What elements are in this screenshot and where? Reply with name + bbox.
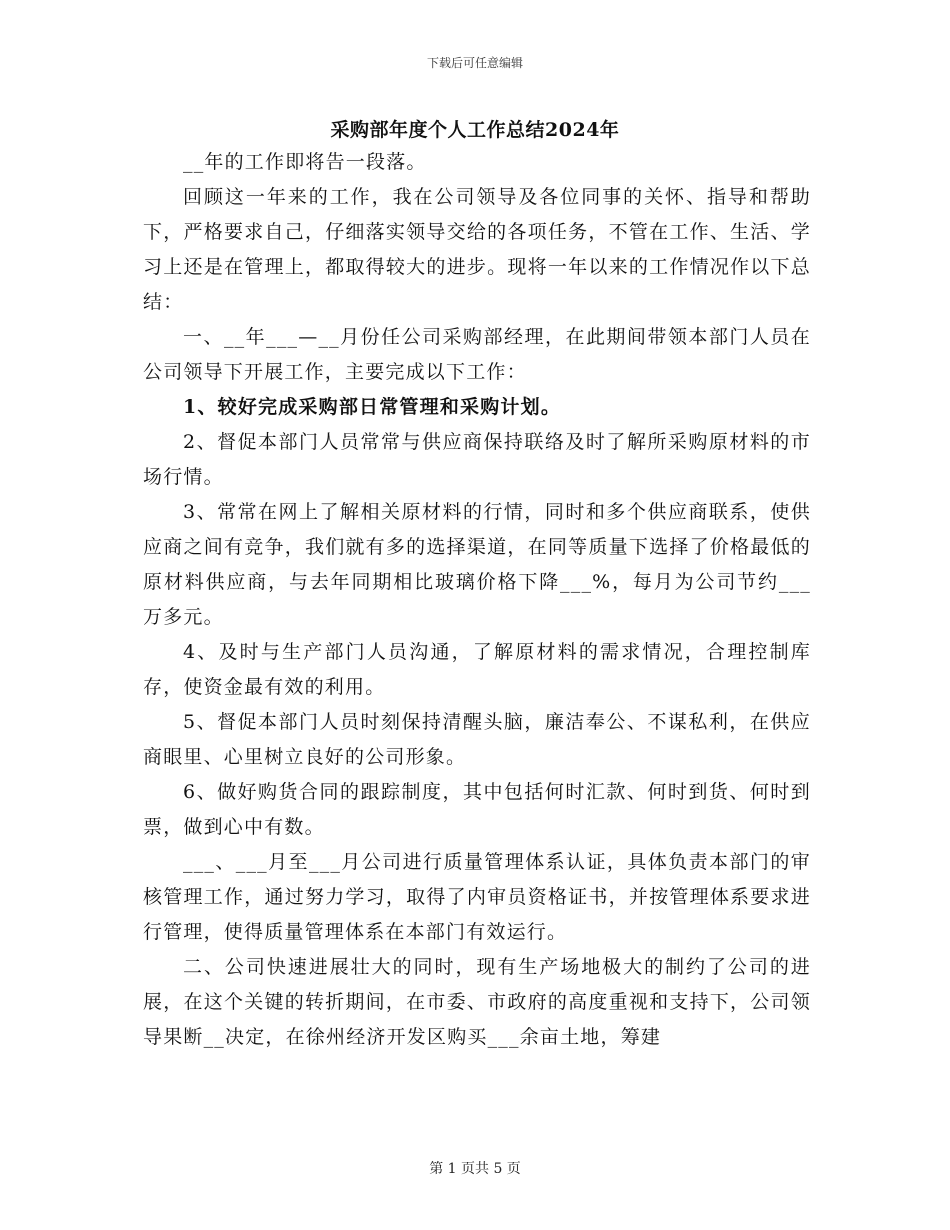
page-number-footer: 第 1 页共 5 页 [429,1161,521,1177]
paragraph-review: 回顾这一年来的工作，我在公司领导及各位同事的关怀、指导和帮助下，严格要求自己，仔细落实领导交给的各项任务，不管在工作、生活、学习上还是在管理上，都取得较大的进步。现将一年以来的工作情况作以下总结： [143,186,811,313]
paragraph-intro: __年的工作即将告一段落。 [183,151,427,173]
document-body [143,145,811,1055]
paragraph-item-5: 5、督促本部门人员时刻保持清醒头脑，廉洁奉公、不谋私利，在供应商眼里、心里树立良好的公司形象。 [143,711,811,768]
paragraph-item-4: 4、及时与生产部门人员沟通，了解原材料的需求情况，合理控制库存，使资金最有效的利用。 [143,641,811,698]
page-header-note: 下载后可任意编辑 [426,56,523,70]
paragraph-item-6: 6、做好购货合同的跟踪制度，其中包括何时汇款、何时到货、何时到票，做到心中有数。 [143,781,811,838]
paragraph-item-2: 2、督促本部门人员常常与供应商保持联络及时了解所采购原材料的市场行情。 [143,431,811,488]
paragraph-item-3: 3、常常在网上了解相关原材料的行情，同时和多个供应商联系，使供应商之间有竞争，我们就有多的选择渠道，在同等质量下选择了价格最低的原材料供应商，与去年同期相比玻璃价格下降___%，每月为公司节约___万多元。 [143,501,811,628]
paragraph-quality-certification: ___、___月至___月公司进行质量管理体系认证，具体负责本部门的审核管理工作，通过努力学习，取得了内审员资格证书，并按管理体系要求进行管理，使得质量管理体系在本部门有效运行。 [143,851,811,943]
paragraph-section-two: 二、公司快速进展壮大的同时，现有生产场地极大的制约了公司的进展，在这个关键的转折期间，在市委、市政府的高度重视和支持下，公司领导果断__决定，在徐州经济开发区购买___余亩土地，筹建 [143,956,811,1048]
paragraph-section-one: 一、__年___—__月份任公司采购部经理，在此期间带领本部门人员在公司领导下开展工作，主要完成以下工作： [143,326,811,383]
paragraph-item-1-heading: 1、较好完成采购部日常管理和采购计划。 [183,396,562,418]
document-title: 采购部年度个人工作总结2024年 [330,119,620,141]
